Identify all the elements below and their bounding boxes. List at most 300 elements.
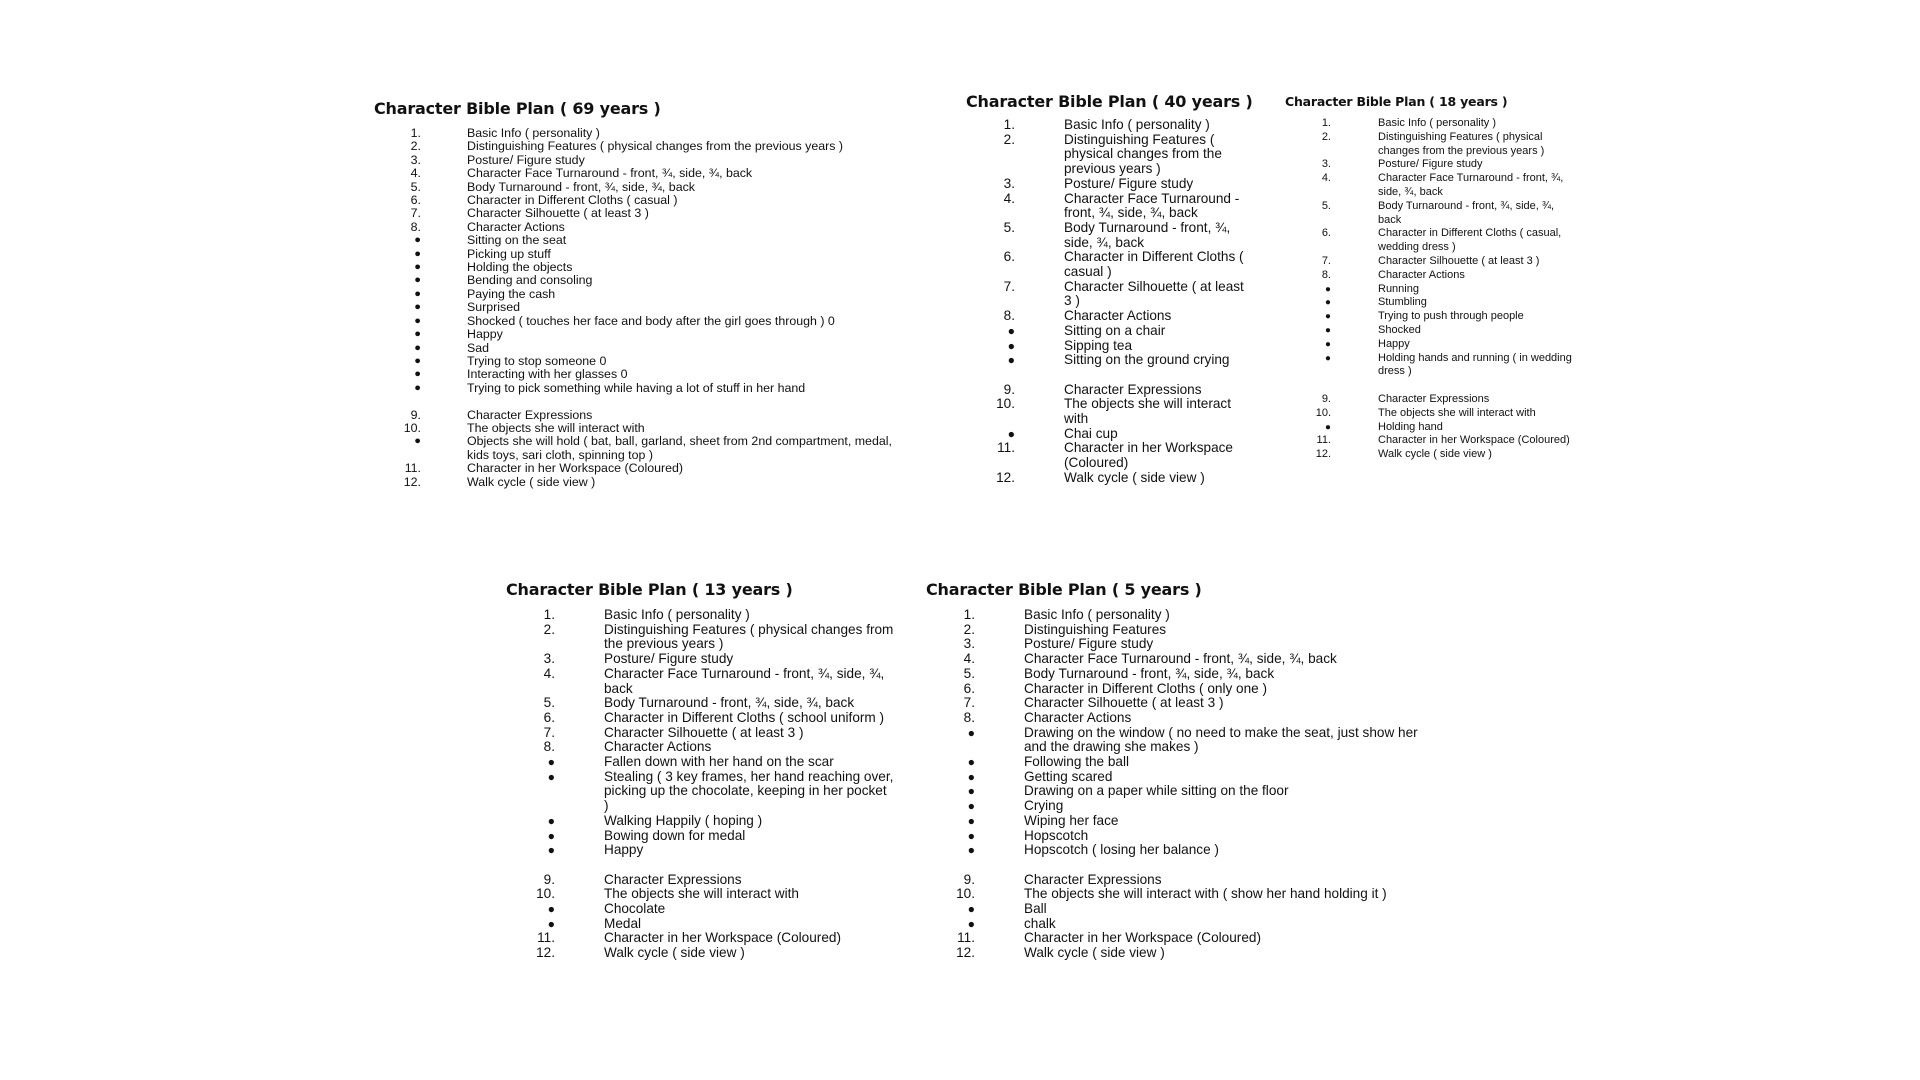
- bullet-marker: ●: [547, 828, 555, 843]
- list-item: [374, 207, 914, 220]
- bullet-marker: ●: [1325, 421, 1331, 433]
- bullet-marker: ●: [967, 755, 975, 770]
- item-text: Basic Info ( personality ): [1064, 117, 1210, 132]
- list-item: [926, 887, 1486, 902]
- list-item: [374, 261, 914, 274]
- item-number: 2.: [1321, 130, 1331, 143]
- item-number: 3.: [1321, 158, 1331, 171]
- list-item: [926, 652, 1486, 667]
- list-item: [966, 324, 1266, 339]
- item-text: chalk: [1024, 915, 1056, 931]
- list-item: [926, 755, 1486, 770]
- item-number: 9.: [410, 407, 421, 422]
- list-item: [506, 711, 906, 726]
- list-item: [374, 181, 914, 194]
- item-number: 11.: [404, 461, 421, 476]
- item-text: Character Expressions: [1378, 392, 1490, 405]
- bullet-marker: ●: [1325, 283, 1331, 295]
- item-number: 12.: [536, 945, 555, 961]
- bullet-marker: ●: [414, 314, 421, 327]
- item-text: Walk cycle ( side view ): [467, 474, 596, 489]
- list-item: [926, 770, 1486, 785]
- bullet-marker: ●: [967, 843, 975, 858]
- list-item: [1285, 296, 1585, 310]
- item-number: 2.: [1003, 131, 1015, 147]
- item-text: Sitting on the ground crying: [1064, 352, 1230, 368]
- bullet-marker: ●: [414, 354, 421, 367]
- list-item: [966, 441, 1266, 470]
- item-text: Distinguishing Features: [1024, 621, 1167, 637]
- list-item: [1285, 393, 1585, 407]
- item-text: Bowing down for medal: [604, 827, 746, 843]
- bullet-marker: ●: [414, 368, 421, 381]
- item-number: 6.: [410, 193, 421, 208]
- item-text: Stealing ( 3 key frames, her hand reaching over, picking up the chocolate, keeping in her pocket ): [604, 768, 894, 814]
- list-item: [1285, 324, 1585, 338]
- plan-13-years: [506, 580, 906, 961]
- item-text: The objects she will interact with: [1378, 406, 1536, 419]
- list-item: [966, 118, 1266, 133]
- plan-list: [1285, 117, 1585, 462]
- item-text: Character Expressions: [1064, 381, 1202, 397]
- list-item: [374, 355, 914, 368]
- item-text: Surprised: [467, 300, 521, 315]
- item-text: Basic Info ( personality ): [1378, 117, 1496, 129]
- list-item: [506, 814, 906, 829]
- item-number: 8.: [963, 709, 975, 725]
- item-text: Shocked: [1378, 323, 1421, 336]
- list-item: [374, 140, 914, 153]
- list-item: [374, 127, 914, 140]
- item-text: Posture/ Figure study: [604, 651, 734, 667]
- bullet-marker: ●: [967, 828, 975, 843]
- list-item: [1285, 172, 1585, 200]
- item-number: 4.: [410, 166, 421, 181]
- list-item: [926, 814, 1486, 829]
- list-item: [926, 799, 1486, 814]
- bullet-marker: ●: [547, 916, 555, 931]
- list-item: [1285, 283, 1585, 297]
- list-item: [374, 435, 914, 462]
- list-item: [1285, 421, 1585, 435]
- list-item: [1285, 158, 1585, 172]
- item-text: Character Actions: [1378, 268, 1465, 281]
- item-number: 8.: [543, 739, 555, 755]
- item-number: 7.: [1321, 254, 1331, 267]
- list-item: [966, 133, 1266, 177]
- item-number: 5.: [963, 665, 975, 681]
- bullet-marker: ●: [414, 381, 421, 394]
- list-item: [374, 167, 914, 180]
- item-text: Distinguishing Features ( physical changes from the previous years ): [1064, 131, 1222, 177]
- plan-title: Character Bible Plan ( 69 years ): [374, 99, 661, 118]
- item-text: Basic Info ( personality ): [467, 126, 600, 140]
- bullet-marker: ●: [414, 274, 421, 287]
- item-number: 10.: [996, 396, 1015, 412]
- item-text: Character in Different Cloths ( casual ): [467, 193, 678, 208]
- item-text: Fallen down with her hand on the scar: [604, 754, 834, 770]
- list-spacer: [926, 858, 1486, 873]
- bullet-marker: ●: [547, 843, 555, 858]
- list-item: [374, 234, 914, 247]
- list-item: [374, 274, 914, 287]
- item-number: 3.: [1003, 175, 1015, 191]
- plan-list: [926, 608, 1486, 961]
- item-text: Holding hands and running ( in wedding dress ): [1378, 351, 1572, 378]
- item-text: Character Face Turnaround - front, ¾, side, ¾, back: [1024, 651, 1337, 667]
- plan-title: Character Bible Plan ( 40 years ): [966, 92, 1253, 111]
- list-item: [966, 427, 1266, 442]
- list-item: [506, 726, 906, 741]
- item-text: Walking Happily ( hoping ): [604, 812, 763, 828]
- item-text: Getting scared: [1024, 768, 1113, 784]
- item-number: 3.: [963, 636, 975, 652]
- item-number: 10.: [956, 886, 975, 902]
- plan-list: [506, 608, 906, 961]
- item-text: Trying to push through people: [1378, 310, 1524, 323]
- item-text: Posture/ Figure study: [1024, 636, 1154, 652]
- item-text: Character Actions: [467, 219, 565, 234]
- list-item: [966, 177, 1266, 192]
- item-text: Wiping her face: [1024, 812, 1119, 828]
- list-item: [374, 154, 914, 167]
- item-text: Trying to pick something while having a lot of stuff in her hand: [467, 380, 806, 395]
- item-number: 3.: [410, 152, 421, 167]
- item-text: Character Actions: [1024, 709, 1132, 725]
- list-item: [1285, 200, 1585, 228]
- list-item: [966, 250, 1266, 279]
- bullet-marker: ●: [414, 341, 421, 354]
- plan-title: Character Bible Plan ( 13 years ): [506, 580, 793, 599]
- item-number: 2.: [410, 139, 421, 154]
- item-number: 7.: [543, 724, 555, 740]
- item-text: Character Face Turnaround - front, ¾, side, ¾, back: [1378, 172, 1564, 198]
- item-text: Drawing on a paper while sitting on the floor: [1024, 783, 1289, 799]
- bullet-marker: ●: [1007, 426, 1015, 441]
- item-text: Character Silhouette ( at least 3 ): [467, 206, 649, 221]
- item-number: 10.: [403, 420, 421, 435]
- bullet-marker: ●: [1325, 324, 1331, 336]
- item-number: 4.: [1003, 190, 1015, 206]
- item-text: Character in Different Cloths ( school uniform ): [604, 709, 885, 725]
- list-item: [1285, 407, 1585, 421]
- item-text: Character Expressions: [1024, 871, 1162, 887]
- bullet-marker: ●: [1325, 311, 1331, 323]
- item-number: 9.: [963, 871, 975, 887]
- item-text: Distinguishing Features ( physical changes from the previous years ): [604, 621, 894, 652]
- item-text: Posture/ Figure study: [1064, 175, 1194, 191]
- item-number: 3.: [543, 651, 555, 667]
- item-text: Drawing on the window ( no need to make the seat, just show her and the drawing she makes ): [1024, 724, 1418, 755]
- list-item: [374, 288, 914, 301]
- item-number: 1.: [1321, 117, 1331, 129]
- list-item: [926, 917, 1486, 932]
- list-item: [926, 623, 1486, 638]
- list-item: [926, 946, 1486, 961]
- item-text: Character in Different Cloths ( casual ): [1064, 249, 1244, 280]
- item-number: 7.: [963, 695, 975, 711]
- item-text: Happy: [1378, 337, 1410, 350]
- item-number: 11.: [997, 440, 1015, 456]
- item-number: 9.: [1321, 392, 1331, 405]
- bullet-marker: ●: [967, 902, 975, 917]
- item-text: Sipping tea: [1064, 337, 1133, 353]
- bullet-marker: ●: [414, 301, 421, 314]
- list-item: [506, 843, 906, 858]
- list-item: [506, 696, 906, 711]
- list-item: [506, 887, 906, 902]
- item-text: Paying the cash: [467, 286, 556, 301]
- item-number: 1.: [543, 607, 555, 622]
- item-number: 1.: [1003, 117, 1015, 132]
- list-item: [966, 353, 1266, 368]
- item-text: Sitting on a chair: [1064, 322, 1166, 338]
- list-item: [374, 194, 914, 207]
- item-number: 6.: [1321, 227, 1331, 240]
- item-text: Body Turnaround - front, ¾, side, ¾, back: [1024, 665, 1275, 681]
- item-text: Character Actions: [604, 739, 712, 755]
- plan-list: [374, 127, 914, 489]
- plan-69-years: [374, 99, 914, 489]
- item-text: Walk cycle ( side view ): [1064, 469, 1205, 485]
- item-number: 6.: [543, 709, 555, 725]
- list-item: [926, 711, 1486, 726]
- item-text: Distinguishing Features ( physical changes from the previous years ): [1378, 130, 1545, 157]
- item-text: Shocked ( touches her face and body after the girl goes through ) 0: [467, 313, 835, 328]
- list-item: [374, 368, 914, 381]
- item-number: 4.: [963, 651, 975, 667]
- item-text: Character in her Workspace (Coloured): [1024, 930, 1261, 946]
- item-text: Character in Different Cloths ( only one ): [1024, 680, 1268, 696]
- item-number: 2.: [963, 621, 975, 637]
- list-item: [506, 623, 906, 652]
- list-item: [1285, 310, 1585, 324]
- list-item: [374, 422, 914, 435]
- item-text: Trying to stop someone 0: [467, 353, 607, 368]
- bullet-marker: ●: [547, 769, 555, 784]
- item-number: 12.: [403, 474, 421, 489]
- item-text: Posture/ Figure study: [467, 152, 585, 167]
- item-number: 4.: [543, 665, 555, 681]
- list-item: [506, 667, 906, 696]
- item-number: 4.: [1321, 172, 1331, 185]
- list-item: [506, 873, 906, 888]
- item-text: Distinguishing Features ( physical changes from the previous years ): [467, 139, 844, 154]
- item-text: Holding the objects: [467, 260, 573, 275]
- item-text: Body Turnaround - front, ¾, side, ¾, back: [467, 179, 695, 194]
- bullet-marker: ●: [414, 328, 421, 341]
- item-number: 6.: [1003, 249, 1015, 265]
- list-item: [926, 726, 1486, 755]
- bullet-marker: ●: [1325, 297, 1331, 309]
- item-text: Crying: [1024, 798, 1064, 814]
- item-number: 8.: [1321, 268, 1331, 281]
- list-spacer: [1285, 379, 1585, 393]
- list-spacer: [966, 368, 1266, 383]
- bullet-marker: ●: [1325, 352, 1331, 364]
- bullet-marker: ●: [414, 247, 421, 260]
- item-text: Body Turnaround - front, ¾, side, ¾, back: [1378, 199, 1555, 226]
- bullet-marker: ●: [1007, 338, 1015, 353]
- list-item: [374, 301, 914, 314]
- item-number: 8.: [410, 219, 421, 234]
- item-text: Body Turnaround - front, ¾, side, ¾, back: [604, 695, 855, 711]
- item-number: 10.: [1315, 406, 1331, 419]
- item-text: Character Silhouette ( at least 3 ): [1024, 695, 1224, 711]
- item-text: The objects she will interact with: [604, 886, 799, 902]
- item-text: Body Turnaround - front, ¾, side, ¾, back: [1064, 219, 1231, 250]
- item-text: Chocolate: [604, 901, 666, 917]
- list-item: [1285, 117, 1585, 131]
- item-text: The objects she will interact with: [1064, 396, 1231, 427]
- item-number: 2.: [543, 621, 555, 637]
- list-item: [966, 383, 1266, 398]
- plan-list: [966, 118, 1266, 486]
- item-text: Character in her Workspace (Coloured): [1064, 440, 1233, 471]
- bullet-marker: ●: [547, 755, 555, 770]
- list-item: [506, 946, 906, 961]
- list-item: [926, 637, 1486, 652]
- item-number: 5.: [1321, 199, 1331, 212]
- item-text: Stumbling: [1378, 296, 1427, 309]
- list-item: [926, 696, 1486, 711]
- item-text: Sad: [467, 340, 490, 355]
- bullet-marker: ●: [547, 813, 555, 828]
- list-item: [374, 382, 914, 395]
- item-text: Character Face Turnaround - front, ¾, side, ¾, back: [604, 665, 885, 696]
- item-text: Happy: [467, 327, 503, 342]
- list-item: [926, 608, 1486, 623]
- list-item: [1285, 338, 1585, 352]
- list-item: [506, 755, 906, 770]
- bullet-marker: ●: [967, 799, 975, 814]
- item-number: 5.: [1003, 219, 1015, 235]
- list-item: [506, 917, 906, 932]
- item-text: Interacting with her glasses 0: [467, 367, 628, 382]
- list-item: [1285, 434, 1585, 448]
- list-item: [966, 397, 1266, 426]
- item-number: 11.: [537, 930, 555, 946]
- item-text: Running: [1378, 282, 1419, 295]
- item-text: Walk cycle ( side view ): [1024, 945, 1165, 961]
- list-item: [374, 476, 914, 489]
- item-number: 12.: [996, 469, 1015, 485]
- list-spacer: [374, 395, 914, 408]
- list-item: [966, 339, 1266, 354]
- list-item: [1285, 131, 1585, 159]
- list-item: [374, 462, 914, 475]
- plan-40-years: [966, 92, 1266, 486]
- item-number: 8.: [1003, 308, 1015, 324]
- item-text: Character Actions: [1064, 308, 1172, 324]
- bullet-marker: ●: [1007, 323, 1015, 338]
- item-text: Holding hand: [1378, 420, 1443, 433]
- item-text: Sitting on the seat: [467, 233, 567, 248]
- list-item: [374, 342, 914, 355]
- bullet-marker: ●: [414, 435, 421, 448]
- item-text: Medal: [604, 915, 642, 931]
- item-text: Character Silhouette ( at least 3 ): [604, 724, 804, 740]
- item-text: Basic Info ( personality ): [1024, 607, 1170, 622]
- item-text: Character Silhouette ( at least 3 ): [1064, 278, 1244, 309]
- item-number: 1.: [410, 126, 421, 140]
- list-item: [926, 682, 1486, 697]
- item-text: Bending and consoling: [467, 273, 593, 288]
- item-number: 11.: [1316, 434, 1331, 447]
- item-text: Character in her Workspace (Coloured): [604, 930, 841, 946]
- list-item: [506, 740, 906, 755]
- list-item: [926, 931, 1486, 946]
- list-item: [926, 829, 1486, 844]
- bullet-marker: ●: [1325, 338, 1331, 350]
- list-item: [1285, 448, 1585, 462]
- list-item: [374, 328, 914, 341]
- bullet-marker: ●: [967, 916, 975, 931]
- bullet-marker: ●: [967, 784, 975, 799]
- item-number: 5.: [410, 179, 421, 194]
- item-text: Walk cycle ( side view ): [604, 945, 745, 961]
- item-text: The objects she will interact with: [467, 420, 645, 435]
- bullet-marker: ●: [1007, 353, 1015, 368]
- bullet-marker: ●: [414, 234, 421, 247]
- list-item: [1285, 227, 1585, 255]
- item-number: 1.: [963, 607, 975, 622]
- item-text: Character Expressions: [467, 407, 593, 422]
- plan-title: Character Bible Plan ( 5 years ): [926, 580, 1202, 599]
- list-item: [374, 315, 914, 328]
- item-text: Character in Different Cloths ( casual, wedding dress ): [1378, 227, 1562, 254]
- item-number: 9.: [1003, 381, 1015, 397]
- list-item: [926, 843, 1486, 858]
- list-item: [966, 280, 1266, 309]
- bullet-marker: ●: [967, 769, 975, 784]
- list-item: [926, 667, 1486, 682]
- list-item: [506, 902, 906, 917]
- list-item: [506, 829, 906, 844]
- item-number: 7.: [410, 206, 421, 221]
- item-number: 10.: [536, 886, 555, 902]
- bullet-marker: ●: [967, 813, 975, 828]
- list-item: [1285, 255, 1585, 269]
- item-text: Basic Info ( personality ): [604, 607, 750, 622]
- bullet-marker: ●: [414, 287, 421, 300]
- list-item: [966, 221, 1266, 250]
- list-item: [966, 471, 1266, 486]
- item-text: Posture/ Figure study: [1378, 158, 1483, 171]
- item-number: 12.: [956, 945, 975, 961]
- item-text: Character Face Turnaround - front, ¾, side, ¾, back: [1064, 190, 1240, 221]
- item-text: Ball: [1024, 901, 1047, 917]
- item-text: Walk cycle ( side view ): [1378, 448, 1492, 461]
- item-text: Objects she will hold ( bat, ball, garland, sheet from 2nd compartment, medal, kids toys, sari cloth, spinning top ): [467, 434, 892, 462]
- item-text: Following the ball: [1024, 754, 1130, 770]
- item-text: Character in her Workspace (Coloured): [467, 461, 684, 476]
- list-item: [374, 248, 914, 261]
- list-item: [926, 902, 1486, 917]
- list-item: [1285, 269, 1585, 283]
- item-text: Chai cup: [1064, 425, 1118, 441]
- item-text: Hopscotch: [1024, 827, 1089, 843]
- item-number: 7.: [1003, 278, 1015, 294]
- list-item: [506, 608, 906, 623]
- bullet-marker: ●: [414, 261, 421, 274]
- item-text: Hopscotch ( losing her balance ): [1024, 842, 1219, 858]
- plan-title: Character Bible Plan ( 18 years ): [1285, 94, 1508, 109]
- item-text: Character Silhouette ( at least 3 ): [1378, 254, 1540, 267]
- list-item: [926, 784, 1486, 799]
- bullet-marker: ●: [967, 725, 975, 740]
- item-text: Picking up stuff: [467, 246, 551, 261]
